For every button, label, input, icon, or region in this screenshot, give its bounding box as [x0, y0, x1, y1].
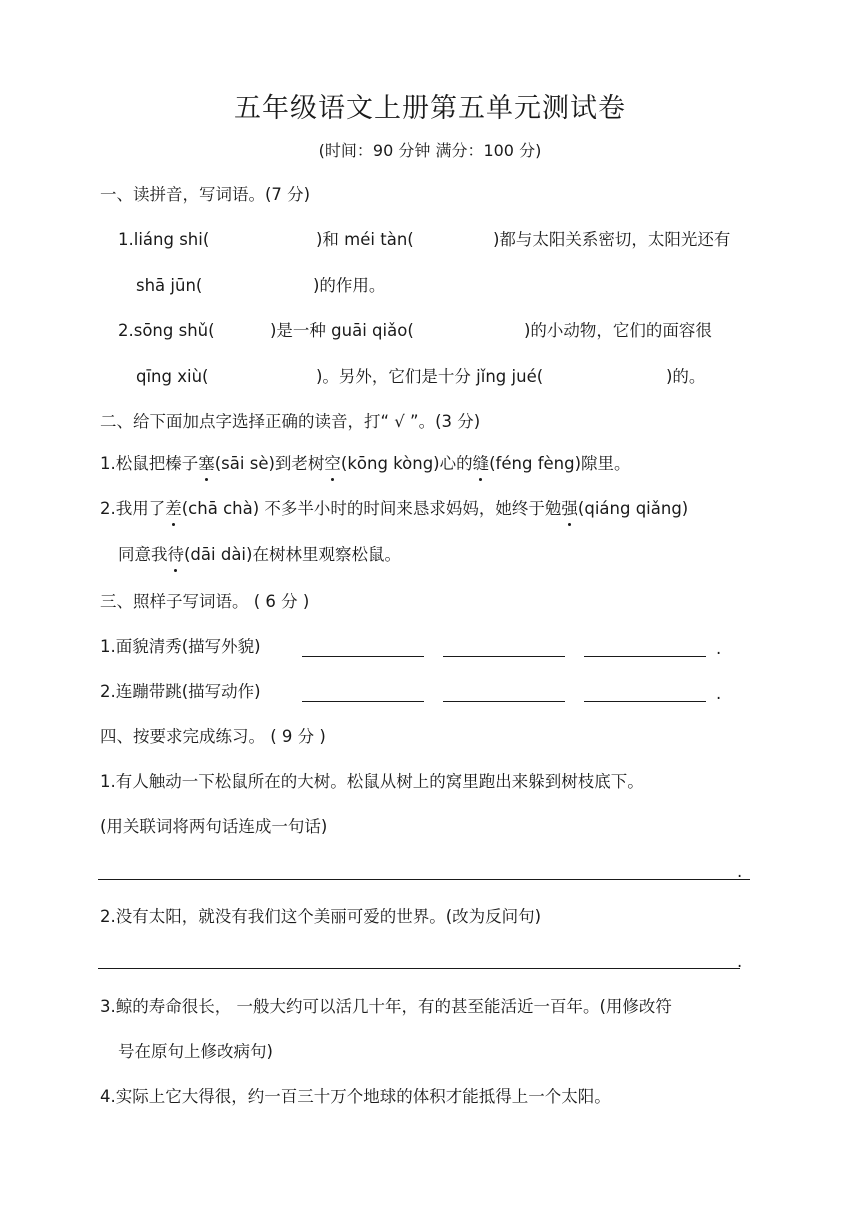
section-1-heading: 一、读拼音，写词语。(7 分) [100, 185, 311, 204]
s4-q3: 3.鲸的寿命很长， 一般大约可以活几十年，有的甚至能活近一百年。(用修改符 [100, 997, 672, 1016]
period: . [737, 862, 743, 881]
s4-q1-instruction: (用关联词将两句话连成一句话) [100, 817, 328, 836]
answer-blank[interactable] [584, 701, 706, 702]
dotted-char: 待 [168, 543, 185, 567]
s1-q2-pinyin-3: qīng xiù( [136, 367, 209, 386]
s1-q1-pinyin-3: shā jūn( [136, 276, 203, 295]
answer-blank[interactable] [302, 656, 424, 657]
s3-q2-example: 2.连蹦带跳(描写动作) [100, 682, 261, 701]
s2-q1: 1.松鼠把榛子塞(sāi sè)到老树空(kōng kòng)心的缝(féng fèng)隙里。 [100, 452, 631, 476]
section-2-heading: 二、给下面加点字选择正确的读音，打“ √ ”。(3 分) [100, 412, 481, 431]
s2-q2-cont: 同意我待(dāi dài)在树林里观察松鼠。 [118, 543, 401, 567]
dotted-char: 缝 [473, 452, 490, 476]
answer-blank[interactable] [443, 701, 565, 702]
dotted-char: 塞 [198, 452, 215, 476]
page-title: 五年级语文上册第五单元测试卷 [234, 93, 626, 124]
section-3-heading: 三、照样子写词语。 ( 6 分 ) [100, 592, 310, 611]
answer-line[interactable] [98, 968, 740, 969]
answer-line[interactable] [98, 879, 750, 880]
s1-q2-pinyin-4: )。另外，它们是十分 jǐng jué( [316, 367, 544, 386]
section-4-heading: 四、按要求完成练习。 ( 9 分 ) [100, 727, 326, 746]
dotted-char: 空 [324, 452, 341, 476]
exam-info: (时间：90 分钟 满分：100 分) [318, 141, 542, 160]
dotted-char: 强 [561, 497, 578, 521]
s1-q2-pinyin-1: 2.sōng shǔ( [118, 321, 215, 340]
answer-blank[interactable] [584, 656, 706, 657]
answer-blank[interactable] [302, 701, 424, 702]
s1-q1-text: )都与太阳关系密切，太阳光还有 [493, 230, 731, 249]
answer-blank[interactable] [443, 656, 565, 657]
s1-q2-text-end: )的。 [666, 367, 706, 386]
s4-q2: 2.没有太阳，就没有我们这个美丽可爱的世界。(改为反问句) [100, 907, 542, 926]
s4-q4: 4.实际上它大得很，约一百三十万个地球的体积才能抵得上一个太阳。 [100, 1087, 611, 1106]
s4-q3-cont: 号在原句上修改病句) [118, 1042, 273, 1061]
s1-q2-pinyin-2: )是一种 guāi qiǎo( [270, 321, 414, 340]
s2-q2: 2.我用了差(chā chà) 不多半小时的时间来恳求妈妈，她终于勉强(qiáng qiǎng) [100, 497, 688, 521]
dotted-char: 差 [165, 497, 182, 521]
s1-q1-pinyin-1: 1.liáng shi( [118, 230, 210, 249]
s4-q1: 1.有人触动一下松鼠所在的大树。松鼠从树上的窝里跑出来躲到树枝底下。 [100, 772, 644, 791]
s1-q2-text: )的小动物，它们的面容很 [524, 321, 712, 340]
period: . [737, 952, 743, 971]
s3-q1-example: 1.面貌清秀(描写外貌) [100, 637, 261, 656]
period: . [716, 684, 722, 703]
s1-q1-pinyin-2: )和 méi tàn( [316, 230, 414, 249]
period: . [716, 639, 722, 658]
s1-q1-text-end: )的作用。 [313, 276, 386, 295]
